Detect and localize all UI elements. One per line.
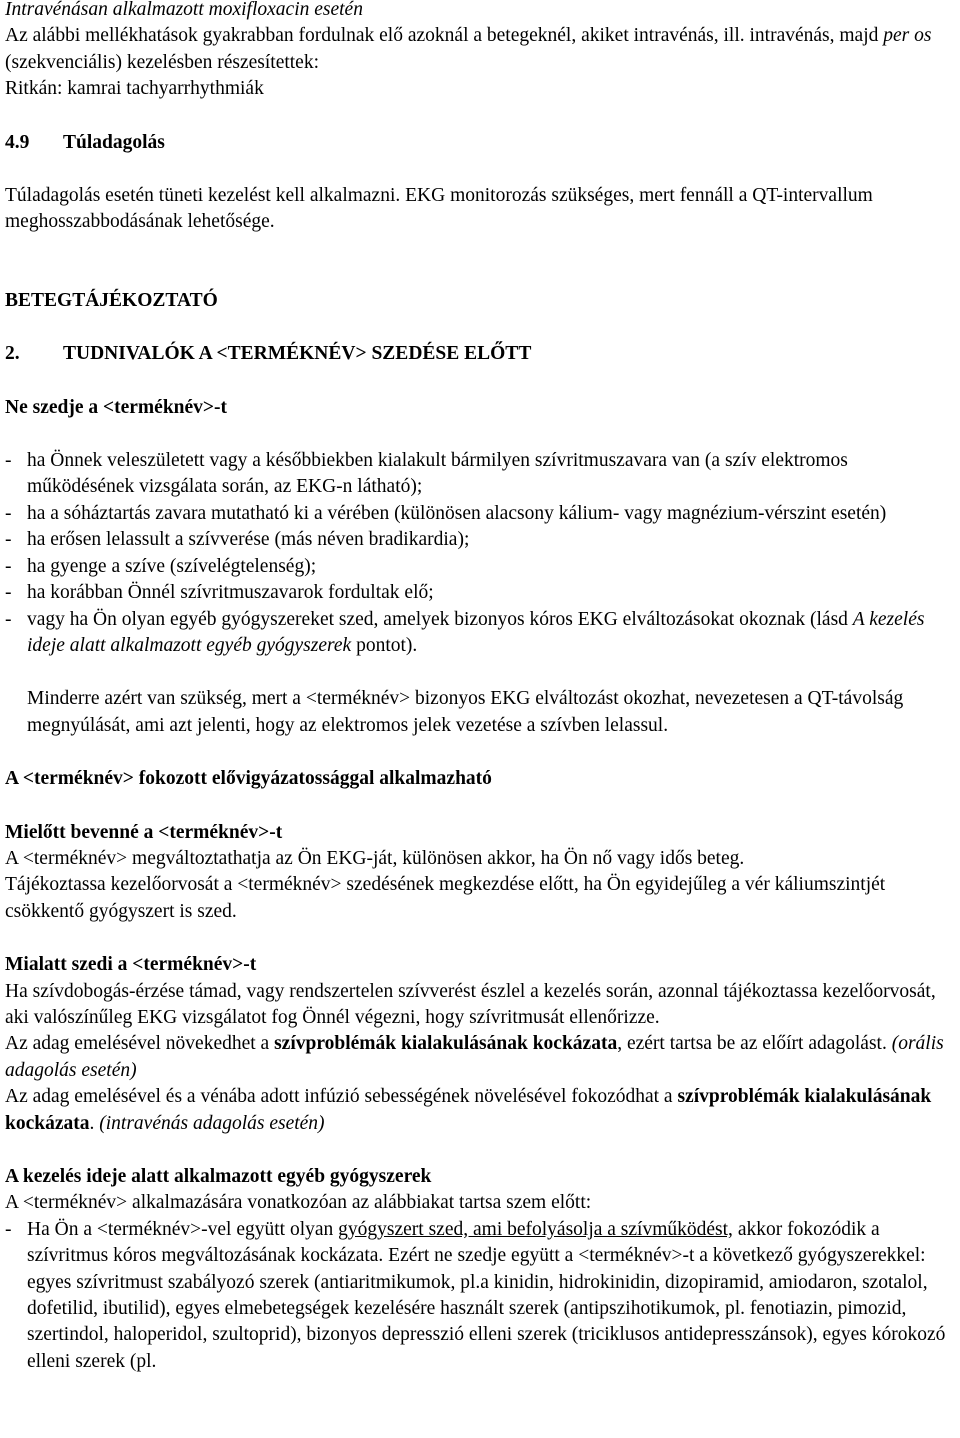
paragraph-reason: Minderre azért van szükség, mert a <terméknév> bizonyos EKG elváltozást okozhat, nevezetesen a QT-távolság megnyúlását, ami azt jelenti, hogy az elektromos jelek vezetése a szívben lelassul. xyxy=(27,688,904,736)
list-item: - ha gyenge a szíve (szívelégtelenség); xyxy=(5,555,317,577)
subtitle-iv: Intravénásan alkalmazott moxifloxacin esetén xyxy=(5,0,363,20)
paragraph-before-1: A <terméknév> megváltoztathatja az Ön EKG-ját, különösen akkor, ha Ön nő vagy idős beteg. xyxy=(5,847,745,869)
section-heading-2: 2. TUDNIVALÓK A <TERMÉKNÉV> SZEDÉSE ELŐTT xyxy=(5,343,532,365)
list-item: - Ha Ön a <terméknév>-vel együtt olyan gyógyszert szed, ami befolyásolja a szívműködést, akkor fokozódik a szívritmus kóros megváltozásának kockázata. Ezért ne szedje együtt a <terméknév>-t a következő gyógyszerekkel: egyes szívritmust szabályozó szerek (antiaritmikumok, pl.a kinidin, hidrokinidin, dizopiramid, amiodaron, szotalol, dofetilid, ibutilid), egyes elmebetegségek kezelésére használt szerek (antipszihotikumok, pl. fenotiazin, pimozid, szertindol, haloperidol, szultoprid), bizonyos depresszió elleni szerek (triciklusos antidepresszánsok), egyes kórokozó elleni szerek (pl. xyxy=(5,1218,946,1372)
document xyxy=(5,0,955,1375)
subheading-do-not-take: Ne szedje a <terméknév>-t xyxy=(5,396,228,418)
section-heading-4-9: 4.9 Túladagolás xyxy=(5,131,165,153)
paragraph-while-3: Az adag emelésével és a vénába adott infúzió sebességének növelésével fokozódhat a szívproblémák kialakulásának kockázata. (intravénás adagolás esetén) xyxy=(5,1086,932,1134)
subheading-caution: A <terméknév> fokozott elővigyázatossággal alkalmazható xyxy=(5,768,492,790)
paragraph-while-1: Ha szívdobogás-érzése támad, vagy rendszertelen szívverést észlel a kezelés során, azonnal tájékoztassa kezelőorvosát, aki valószínűleg EKG vizsgálatot fog Önnél végezni, hogy szívritmusát ellenőrizze. xyxy=(5,980,936,1028)
subheading-before-taking: Mielőtt bevenné a <terméknév>-t xyxy=(5,821,283,843)
paragraph-overdose: Túladagolás esetén tüneti kezelést kell alkalmazni. EKG monitorozás szükséges, mert fennáll a QT-intervallum meghosszabbodásának lehetősége. xyxy=(5,185,873,233)
subheading-while-taking: Mialatt szedi a <terméknév>-t xyxy=(5,954,257,976)
paragraph-before-2: Tájékoztassa kezelőorvosát a <terméknév> szedésének megkezdése előtt, ha Ön egyidejűleg a vér káliumszintjét csökkentő gyógyszert is szed. xyxy=(5,874,886,922)
list-item: - ha a sóháztartás zavara mutatható ki a vérében (különösen alacsony kálium- vagy magnézium-vérszint esetén) xyxy=(5,502,887,524)
contraindication-list xyxy=(5,448,955,659)
subheading-other-medicines: A kezelés ideje alatt alkalmazott egyéb gyógyszerek xyxy=(5,1166,432,1187)
list-item: - ha erősen lelassult a szívverése (más néven bradikardia); xyxy=(5,529,470,551)
list-item: - vagy ha Ön olyan egyéb gyógyszereket szed, amelyek bizonyos kóros EKG elváltozásokat okoznak (lásd A kezelés ideje alatt alkalmazott egyéb gyógyszerek pontot). xyxy=(5,608,925,656)
paragraph-other-intro: A <terméknév> alkalmazására vonatkozóan az alábbiakat tartsa szem előtt: xyxy=(5,1192,592,1214)
paragraph-iv-side-effects: Az alábbi mellékhatások gyakrabban fordulnak elő azoknál a betegeknél, akiket intravénás, ill. intravénás, majd per os (szekvenciális) kezelésben részesítettek: xyxy=(5,25,932,73)
leaflet-heading: BETEGTÁJÉKOZTATÓ xyxy=(5,289,218,311)
paragraph-while-2: Az adag emelésével növekedhet a szívproblémák kialakulásának kockázata, ezért tartsa be az előírt adagolást. (orális adagolás esetén) xyxy=(5,1033,944,1081)
list-item: - ha Önnek veleszületett vagy a későbbiekben kialakult bármilyen szívritmuszavara van (a szív elektromos működésének vizsgálata során, az EKG-n látható); xyxy=(5,450,848,498)
paragraph-rare: Ritkán: kamrai tachyarrhythmiák xyxy=(5,78,264,100)
list-item: - ha korábban Önnél szívritmuszavarok fordultak elő; xyxy=(5,582,434,604)
